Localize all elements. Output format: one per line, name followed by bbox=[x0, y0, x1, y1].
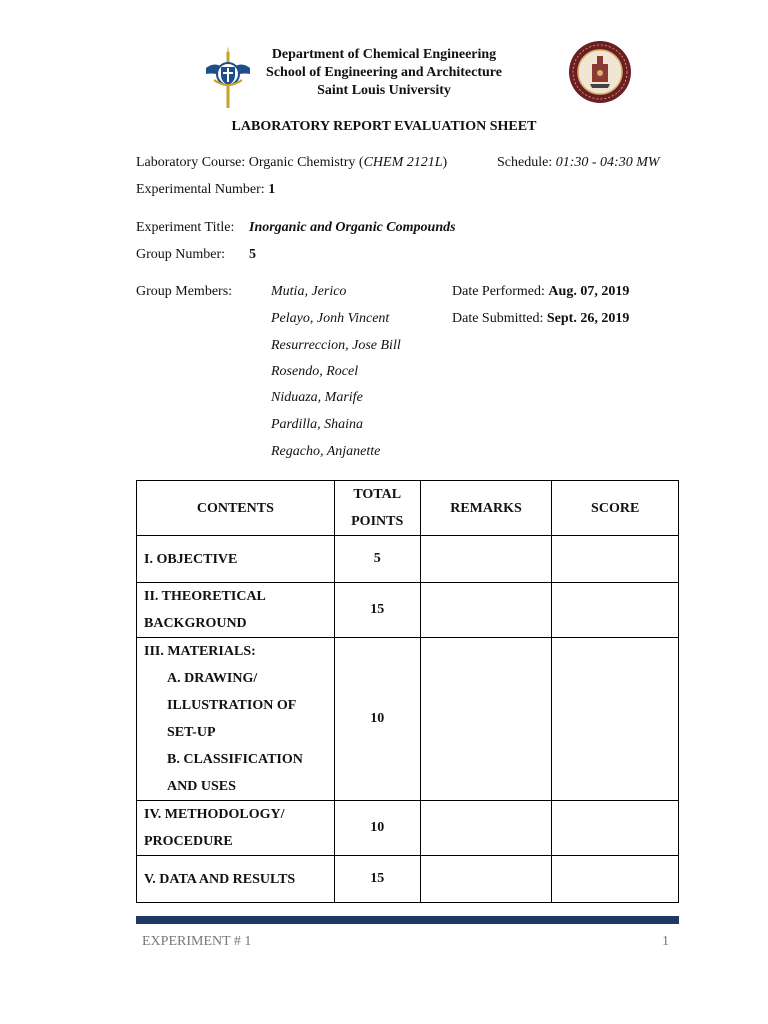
row-sub-label: ILLUSTRATION OF bbox=[167, 698, 297, 713]
experiment-number-label: Experimental Number: bbox=[136, 182, 269, 197]
group-number-label: Group Number: bbox=[136, 247, 226, 262]
date-submitted-value: Sept. 26, 2019 bbox=[546, 311, 630, 326]
member-name: Resurreccion, Jose Bill bbox=[271, 338, 401, 353]
date-performed-label: Date Performed: bbox=[452, 284, 549, 299]
date-performed bbox=[452, 284, 629, 300]
department-name: Department of Chemical Engineering bbox=[271, 47, 497, 62]
experiment-number-line bbox=[136, 182, 275, 198]
member-name: Rosendo, Rocel bbox=[271, 364, 359, 379]
document-title: LABORATORY REPORT EVALUATION SHEET bbox=[231, 119, 537, 134]
table-row bbox=[137, 801, 679, 856]
row-content bbox=[137, 638, 335, 801]
row-sub-label: B. CLASSIFICATION bbox=[167, 752, 303, 767]
table-row bbox=[137, 536, 679, 583]
row-sub-label: AND USES bbox=[167, 779, 236, 794]
footer-experiment-label: EXPERIMENT # 1 bbox=[142, 934, 252, 949]
course-label: Laboratory Course: Organic Chemistry ( bbox=[136, 155, 364, 170]
row-label: III. MATERIALS: bbox=[144, 644, 256, 659]
row-label: IV. METHODOLOGY/ bbox=[144, 807, 285, 822]
remarks-cell[interactable] bbox=[420, 638, 552, 801]
row-sub-label: SET-UP bbox=[167, 725, 216, 740]
footer-bar bbox=[136, 916, 679, 924]
row-points: 15 bbox=[334, 856, 420, 903]
row-label: BACKGROUND bbox=[144, 616, 247, 631]
score-cell[interactable] bbox=[552, 801, 679, 856]
schedule-label: Schedule: bbox=[497, 155, 556, 170]
table-header-row bbox=[137, 481, 679, 536]
remarks-cell[interactable] bbox=[420, 856, 552, 903]
group-members-label: Group Members: bbox=[136, 284, 233, 299]
member-name: Regacho, Anjanette bbox=[271, 444, 381, 459]
row-points: 10 bbox=[334, 638, 420, 801]
row-content bbox=[137, 856, 335, 903]
row-label: II. THEORETICAL bbox=[144, 589, 266, 604]
row-points: 5 bbox=[334, 536, 420, 583]
evaluation-table bbox=[136, 480, 679, 903]
header-total-line: TOTAL bbox=[353, 487, 402, 502]
date-performed-value: Aug. 07, 2019 bbox=[548, 284, 630, 299]
schedule-line bbox=[497, 155, 660, 171]
experiment-title-value: Inorganic and Organic Compounds bbox=[249, 220, 456, 235]
course-code: CHEM 2121L bbox=[363, 155, 443, 170]
score-cell[interactable] bbox=[552, 638, 679, 801]
score-cell[interactable] bbox=[552, 583, 679, 638]
course-close: ) bbox=[442, 155, 448, 170]
school-name: School of Engineering and Architecture bbox=[266, 65, 502, 80]
row-points: 10 bbox=[334, 801, 420, 856]
page-number: 1 bbox=[662, 934, 669, 949]
row-sub-label: A. DRAWING/ bbox=[167, 671, 258, 686]
member-name: Mutia, Jerico bbox=[271, 284, 347, 299]
table-row bbox=[137, 856, 679, 903]
header-remarks: REMARKS bbox=[420, 481, 552, 536]
remarks-cell[interactable] bbox=[420, 583, 552, 638]
course-line bbox=[136, 155, 447, 171]
remarks-cell[interactable] bbox=[420, 536, 552, 583]
university-name: Saint Louis University bbox=[317, 83, 451, 98]
score-cell[interactable] bbox=[552, 536, 679, 583]
member-name: Niduaza, Marife bbox=[271, 390, 363, 405]
header-total-points bbox=[334, 481, 420, 536]
date-submitted bbox=[452, 311, 629, 327]
date-submitted-label: Date Submitted: bbox=[452, 311, 547, 326]
row-points: 15 bbox=[334, 583, 420, 638]
member-name: Pardilla, Shaina bbox=[271, 417, 364, 432]
member-name: Pelayo, Jonh Vincent bbox=[271, 311, 390, 326]
header-contents: CONTENTS bbox=[137, 481, 335, 536]
header-points-line: POINTS bbox=[351, 514, 404, 529]
group-number-value: 5 bbox=[249, 247, 256, 262]
schedule-value: 01:30 - 04:30 MW bbox=[555, 155, 660, 170]
score-cell[interactable] bbox=[552, 856, 679, 903]
row-label: PROCEDURE bbox=[144, 834, 233, 849]
row-label: V. DATA AND RESULTS bbox=[144, 871, 296, 887]
row-content bbox=[137, 583, 335, 638]
experiment-number-value: 1 bbox=[268, 182, 276, 197]
row-label: I. OBJECTIVE bbox=[144, 551, 238, 567]
college-seal-icon bbox=[568, 40, 632, 104]
row-content bbox=[137, 801, 335, 856]
header-score: SCORE bbox=[552, 481, 679, 536]
remarks-cell[interactable] bbox=[420, 801, 552, 856]
experiment-title-label: Experiment Title: bbox=[136, 220, 235, 235]
table-row bbox=[137, 583, 679, 638]
row-content bbox=[137, 536, 335, 583]
table-row bbox=[137, 638, 679, 801]
